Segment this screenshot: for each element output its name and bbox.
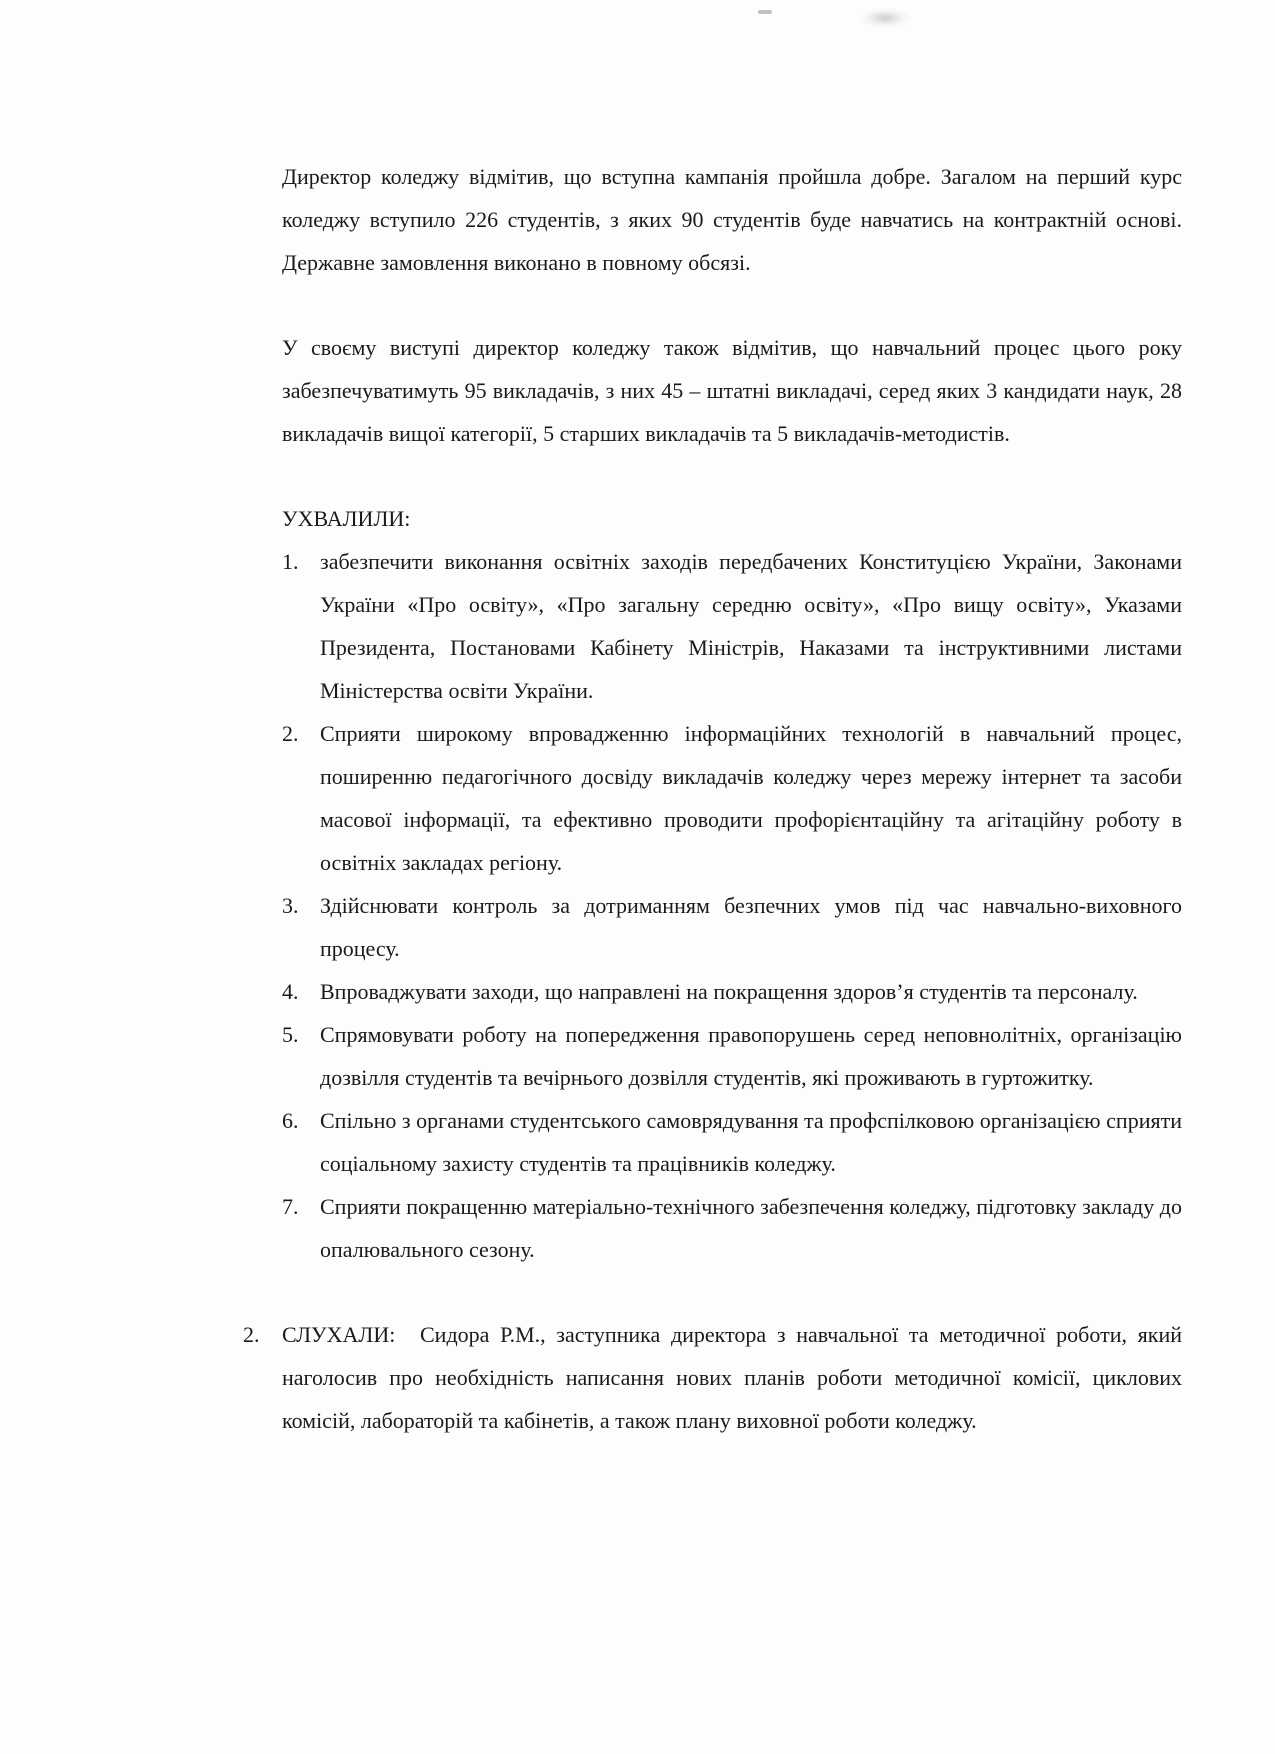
document-body [243,155,1182,1464]
section-heading: СЛУХАЛИ: [282,1322,396,1347]
decision-text: Спільно з органами студентського самоврядування та профспілковою організацією сприяти соціальному захисту студентів та працівників коледжу. [320,1108,1182,1176]
decision-text: Впроваджувати заходи, що направлені на покращення здоров’я студентів та персоналу. [320,979,1138,1004]
decision-item [282,884,1182,970]
section-heard [243,1313,1182,1442]
decisions-list [282,540,1182,1271]
decision-item [282,970,1182,1013]
decision-item [282,1185,1182,1271]
decision-number: 5. [282,1022,299,1047]
paragraph-staff: У своєму виступі директор коледжу також відмітив, що навчальний процес цього року забезпечуватимуть 95 викладачів, з них 45 – штатні викладачі, серед яких 3 кандидати наук, 28 викладачів вищої категорії, 5 старших викладачів та 5 викладачів-методистів. [282,335,1182,446]
decision-text: Спрямовувати роботу на попередження правопорушень серед неповнолітніх, організацію дозвілля студентів та вечірнього дозвілля студентів, які проживають в гуртожитку. [320,1022,1182,1090]
decision-number: 2. [282,721,299,746]
decision-number: 1. [282,549,299,574]
decision-number: 7. [282,1194,299,1219]
decision-item [282,1099,1182,1185]
section-text: Сидора Р.М., заступника директора з навчальної та методичної роботи, який наголосив про необхідність написання нових планів роботи методичної комісії, циклових комісій, лабораторій та кабінетів, а також плану виховної роботи коледжу. [282,1322,1182,1433]
decision-text: Здійснювати контроль за дотриманням безпечних умов під час навчально-виховного процесу. [320,893,1182,961]
section-number: 2. [243,1322,260,1347]
scan-smudge [860,8,910,28]
decision-item [282,712,1182,884]
decision-item [282,540,1182,712]
decision-text: Сприяти широкому впровадженню інформаційних технологій в навчальний процес, поширенню педагогічного досвіду викладачів коледжу через мережу інтернет та засоби масової інформації, та ефективно проводити профорієнтаційну та агітаційну роботу в освітніх закладах регіону. [320,721,1182,875]
decision-number: 4. [282,979,299,1004]
decision-item [282,1013,1182,1099]
decision-text: Сприяти покращенню матеріально-технічного забезпечення коледжу, підготовку закладу до опалювального сезону. [320,1194,1182,1262]
decision-number: 3. [282,893,299,918]
decision-number: 6. [282,1108,299,1133]
decided-heading: УХВАЛИЛИ: [282,506,411,531]
decision-text: забезпечити виконання освітніх заходів передбачених Конституцією України, Законами України «Про освіту», «Про загальну середню освіту», «Про вищу освіту», Указами Президента, Постановами Кабінету Міністрів, Наказами та інструктивними листами Міністерства освіти України. [320,549,1182,703]
paragraph-admission: Директор коледжу відмітив, що вступна кампанія пройшла добре. Загалом на перший курс коледжу вступило 226 студентів, з яких 90 студентів буде навчатись на контрактній основі. Державне замовлення виконано в повному обсязі. [282,164,1182,275]
scan-artifact [758,10,772,14]
